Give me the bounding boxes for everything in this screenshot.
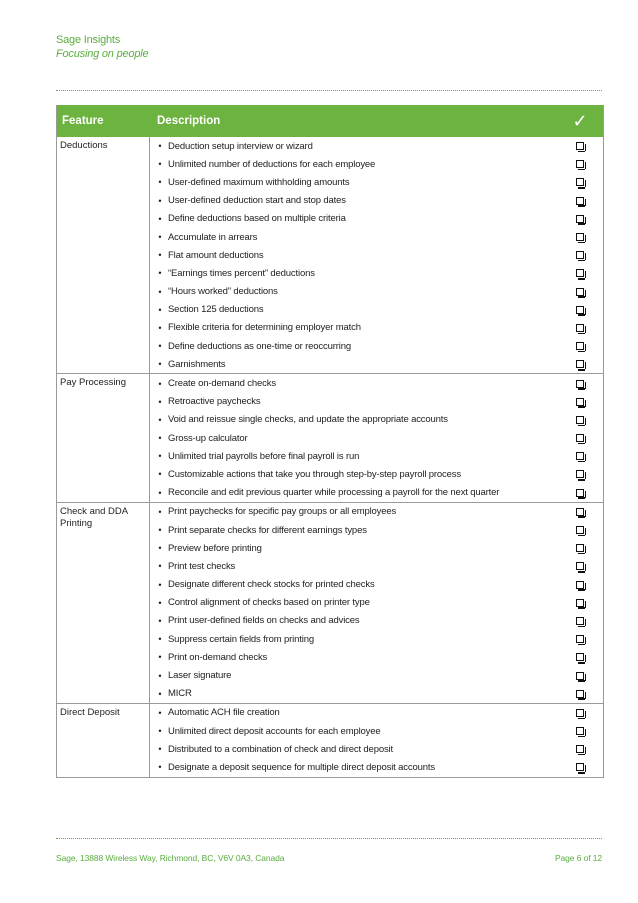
checkbox-cell [557, 727, 603, 735]
feature-group [57, 373, 603, 501]
checkbox-cell [557, 342, 603, 350]
bullet-icon: • [158, 670, 162, 681]
feature-name: Check and DDA Printing [57, 503, 150, 703]
checkbox-icon[interactable] [576, 617, 584, 625]
table-body [57, 137, 603, 777]
feature-group [57, 502, 603, 703]
checkbox-cell [557, 178, 603, 186]
checkbox-icon[interactable] [576, 508, 584, 516]
checkbox-cell [557, 197, 603, 205]
table-row [150, 685, 603, 703]
table-row [150, 337, 603, 355]
feature-name: Deductions [57, 137, 150, 373]
feature-description: Define deductions as one-time or reoccurring [168, 340, 351, 352]
feature-description: Retroactive paychecks [168, 396, 261, 408]
checkbox-cell [557, 526, 603, 534]
table-row [150, 210, 603, 228]
bullet-icon: • [158, 414, 162, 425]
checkbox-cell [557, 635, 603, 643]
checkbox-icon[interactable] [576, 763, 584, 771]
table-row [150, 319, 603, 337]
checkbox-cell [557, 269, 603, 277]
table-row [150, 447, 603, 465]
table-row [150, 355, 603, 373]
column-header-description: Description [157, 115, 221, 127]
checkbox-icon[interactable] [576, 178, 584, 186]
checkbox-cell [557, 489, 603, 497]
checkbox-icon[interactable] [576, 709, 584, 717]
feature-description: Void and reissue single checks, and update the appropriate accounts [168, 414, 448, 426]
feature-table [56, 105, 604, 778]
feature-description: “Earnings times percent” deductions [168, 267, 315, 279]
table-row [150, 503, 603, 521]
feature-group [57, 137, 603, 373]
checkbox-cell [557, 416, 603, 424]
checkbox-cell [557, 709, 603, 717]
table-row [150, 521, 603, 539]
document-footer [56, 853, 602, 863]
checkbox-icon[interactable] [576, 288, 584, 296]
feature-description: Designate a deposit sequence for multiple direct deposit accounts [168, 761, 435, 773]
table-row [150, 173, 603, 191]
feature-items [150, 704, 603, 777]
feature-description: Preview before printing [168, 542, 262, 554]
bullet-icon: • [158, 469, 162, 480]
feature-items [150, 374, 603, 501]
bullet-icon: • [158, 762, 162, 773]
feature-description: “Hours worked” deductions [168, 286, 278, 298]
checkbox-cell [557, 380, 603, 388]
bullet-icon: • [158, 378, 162, 389]
table-row [150, 264, 603, 282]
checkbox-icon[interactable] [576, 306, 584, 314]
bullet-icon: • [158, 506, 162, 517]
bullet-icon: • [158, 177, 162, 188]
checkbox-icon[interactable] [576, 526, 584, 534]
header-divider [56, 90, 602, 91]
bullet-icon: • [158, 634, 162, 645]
checkbox-icon[interactable] [576, 544, 584, 552]
bullet-icon: • [158, 232, 162, 243]
table-row [150, 393, 603, 411]
checkbox-icon[interactable] [576, 324, 584, 332]
table-row [150, 576, 603, 594]
bullet-icon: • [158, 341, 162, 352]
checkbox-cell [557, 360, 603, 368]
footer-address: Sage, 13888 Wireless Way, Richmond, BC, V6V 0A3, Canada [56, 853, 285, 863]
table-row [150, 283, 603, 301]
table-row [150, 594, 603, 612]
checkbox-cell [557, 745, 603, 753]
feature-description: User-defined maximum withholding amounts [168, 176, 350, 188]
feature-description: Customizable actions that take you through step-by-step payroll process [168, 468, 461, 480]
bullet-icon: • [158, 396, 162, 407]
bullet-icon: • [158, 615, 162, 626]
table-row [150, 301, 603, 319]
checkbox-cell [557, 160, 603, 168]
feature-items [150, 137, 603, 373]
bullet-icon: • [158, 579, 162, 590]
checkbox-cell [557, 653, 603, 661]
checkbox-cell [557, 215, 603, 223]
checkbox-icon[interactable] [576, 635, 584, 643]
checkbox-cell [557, 142, 603, 150]
table-row [150, 155, 603, 173]
table-row [150, 374, 603, 392]
table-row [150, 648, 603, 666]
feature-name: Pay Processing [57, 374, 150, 501]
feature-description: Garnishments [168, 358, 226, 370]
table-row [150, 740, 603, 758]
brand-name: Sage Insights [56, 34, 121, 46]
checkbox-icon[interactable] [576, 690, 584, 698]
table-row [150, 484, 603, 502]
checkbox-icon[interactable] [576, 489, 584, 497]
bullet-icon: • [158, 451, 162, 462]
table-row [150, 539, 603, 557]
checkbox-icon[interactable] [576, 251, 584, 259]
feature-description: Print separate checks for different earnings types [168, 524, 367, 536]
feature-description: Distributed to a combination of check and direct deposit [168, 743, 394, 755]
column-header-feature: Feature [62, 115, 104, 127]
feature-description: Reconcile and edit previous quarter while processing a payroll for the next quarter [168, 487, 500, 499]
table-row [150, 557, 603, 575]
feature-description: Gross-up calculator [168, 432, 248, 444]
checkbox-icon[interactable] [576, 416, 584, 424]
bullet-icon: • [158, 359, 162, 370]
checkbox-cell [557, 690, 603, 698]
bullet-icon: • [158, 525, 162, 536]
bullet-icon: • [158, 195, 162, 206]
bullet-icon: • [158, 304, 162, 315]
checkbox-icon[interactable] [576, 452, 584, 460]
checkbox-icon[interactable] [576, 653, 584, 661]
table-row [150, 758, 603, 776]
feature-description: Deduction setup interview or wizard [168, 140, 313, 152]
bullet-icon: • [158, 268, 162, 279]
checkbox-cell [557, 434, 603, 442]
checkbox-cell [557, 763, 603, 771]
table-row [150, 704, 603, 722]
checkbox-icon[interactable] [576, 745, 584, 753]
checkbox-cell [557, 581, 603, 589]
feature-description: Suppress certain fields from printing [168, 633, 314, 645]
bullet-icon: • [158, 141, 162, 152]
checkbox-cell [557, 544, 603, 552]
checkbox-icon[interactable] [576, 398, 584, 406]
feature-group [57, 703, 603, 777]
bullet-icon: • [158, 250, 162, 261]
checkbox-icon[interactable] [576, 342, 584, 350]
checkbox-icon[interactable] [576, 160, 584, 168]
table-row [150, 722, 603, 740]
checkbox-icon[interactable] [576, 562, 584, 570]
bullet-icon: • [158, 433, 162, 444]
checkbox-icon[interactable] [576, 360, 584, 368]
table-row [150, 228, 603, 246]
page-number: Page 6 of 12 [554, 853, 602, 863]
bullet-icon: • [158, 561, 162, 572]
checkbox-icon[interactable] [576, 672, 584, 680]
table-row [150, 465, 603, 483]
feature-description: Print test checks [168, 560, 236, 572]
checkbox-cell [557, 324, 603, 332]
bullet-icon: • [158, 487, 162, 498]
checkbox-cell [557, 470, 603, 478]
bullet-icon: • [158, 597, 162, 608]
checkbox-icon[interactable] [576, 233, 584, 241]
checkbox-cell [557, 306, 603, 314]
checkbox-cell [557, 599, 603, 607]
footer-divider [56, 838, 602, 839]
checkbox-icon[interactable] [576, 215, 584, 223]
checkbox-cell [557, 452, 603, 460]
checkbox-icon[interactable] [576, 434, 584, 442]
table-row [150, 246, 603, 264]
checkbox-cell [557, 562, 603, 570]
checkbox-icon[interactable] [576, 380, 584, 388]
tagline: Focusing on people [56, 48, 149, 60]
checkbox-cell [557, 398, 603, 406]
table-row [150, 612, 603, 630]
feature-description: Create on-demand checks [168, 378, 276, 390]
feature-description: Flat amount deductions [168, 249, 264, 261]
checkbox-icon[interactable] [576, 269, 584, 277]
checkmark-icon: ✓ [572, 110, 588, 131]
bullet-icon: • [158, 213, 162, 224]
feature-description: Laser signature [168, 670, 232, 682]
feature-description: Define deductions based on multiple criteria [168, 213, 346, 225]
checkbox-cell [557, 288, 603, 296]
table-header [57, 105, 603, 137]
feature-description: Print on-demand checks [168, 651, 268, 663]
feature-description: Control alignment of checks based on printer type [168, 597, 370, 609]
feature-description: User-defined deduction start and stop dates [168, 195, 346, 207]
bullet-icon: • [158, 744, 162, 755]
bullet-icon: • [158, 652, 162, 663]
checkbox-cell [557, 233, 603, 241]
table-row [150, 666, 603, 684]
feature-description: Designate different check stocks for printed checks [168, 579, 375, 591]
checkbox-cell [557, 617, 603, 625]
feature-description: MICR [168, 688, 192, 700]
checkbox-icon[interactable] [576, 581, 584, 589]
checkbox-icon[interactable] [576, 599, 584, 607]
checkbox-icon[interactable] [576, 470, 584, 478]
feature-description: Print paychecks for specific pay groups or all employees [168, 506, 397, 518]
checkbox-cell [557, 508, 603, 516]
checkbox-cell [557, 251, 603, 259]
bullet-icon: • [158, 286, 162, 297]
bullet-icon: • [158, 322, 162, 333]
bullet-icon: • [158, 159, 162, 170]
feature-description: Unlimited number of deductions for each employee [168, 158, 376, 170]
table-row [150, 411, 603, 429]
feature-description: Unlimited direct deposit accounts for each employee [168, 725, 381, 737]
document-header [56, 33, 148, 61]
feature-description: Automatic ACH file creation [168, 707, 280, 719]
bullet-icon: • [158, 726, 162, 737]
table-row [150, 137, 603, 155]
checkbox-cell [557, 672, 603, 680]
feature-description: Section 125 deductions [168, 304, 264, 316]
feature-items [150, 503, 603, 703]
checkbox-icon[interactable] [576, 197, 584, 205]
bullet-icon: • [158, 543, 162, 554]
feature-description: Accumulate in arrears [168, 231, 258, 243]
table-row [150, 192, 603, 210]
feature-name: Direct Deposit [57, 704, 150, 777]
checkbox-icon[interactable] [576, 727, 584, 735]
feature-description: Flexible criteria for determining employer match [168, 322, 361, 334]
feature-description: Unlimited trial payrolls before final payroll is run [168, 450, 360, 462]
table-row [150, 429, 603, 447]
bullet-icon: • [158, 688, 162, 699]
checkbox-icon[interactable] [576, 142, 584, 150]
feature-description: Print user-defined fields on checks and advices [168, 615, 360, 627]
bullet-icon: • [158, 707, 162, 718]
table-row [150, 630, 603, 648]
